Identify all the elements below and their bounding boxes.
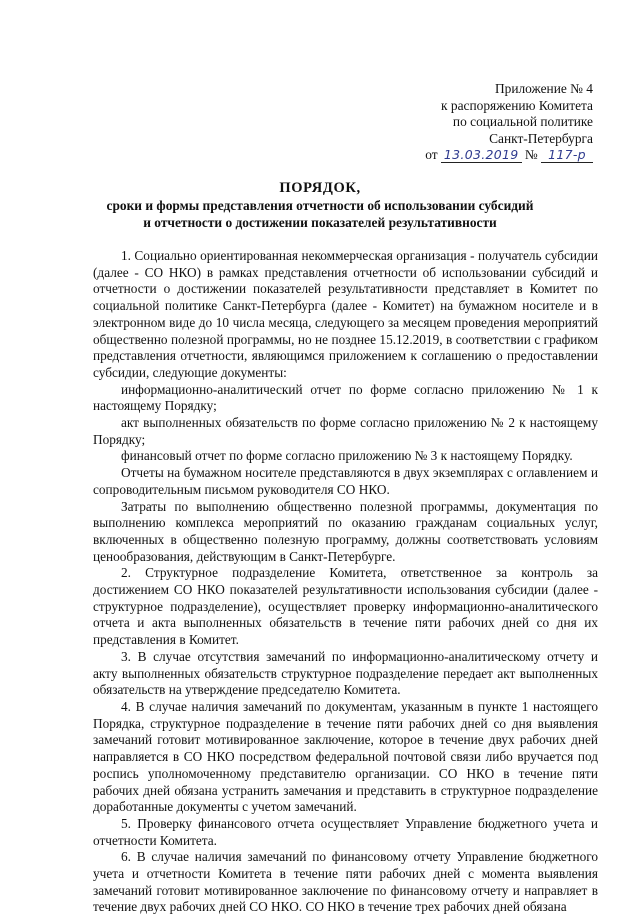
appendix-block xyxy=(333,81,593,164)
paragraph-report-3: финансовый отчет по форме согласно приложению № 3 к настоящему Порядку. xyxy=(121,448,573,464)
paragraph-copies: Отчеты на бумажном носителе представляются в двух экземплярах с оглавлением и сопроводительным письмом руководителя СО НКО. xyxy=(93,465,598,497)
appendix-number: Приложение № 4 xyxy=(494,81,593,96)
document-body xyxy=(93,248,598,916)
paragraph-report-1: информационно-аналитический отчет по форме согласно приложению № 1 к настоящему Порядку; xyxy=(93,381,598,414)
subtitle-line-1: сроки и формы представления отчетности об использовании субсидий xyxy=(106,198,534,213)
from-label: от xyxy=(425,147,438,162)
paragraph-4: 4. В случае наличия замечаний по документам, указанным в пункте 1 настоящего Порядка, структурное подразделение в течение пяти рабочих дней со дня выявления замечаний готовит мотивированное заключение, которое в течение двух рабочих дней направляется в СО НКО посредством федеральной почтовой связи либо вручается под роспись уполномоченному представителю организации. СО НКО в течение пяти рабочих дней обязана устранить замечания и представить в структурное подразделение доработанные документы с учетом замечаний. xyxy=(93,698,598,815)
number-label: № xyxy=(524,147,538,162)
paragraph-3: 3. В случае отсутствия замечаний по информационно-аналитическому отчету и акту выполненных обязательств структурное подразделение передает акт выполненных обязательств на утверждение председателю Комитета. xyxy=(93,648,598,698)
appendix-committee: по социальной политике xyxy=(452,114,593,129)
handwritten-date: 13.03.2019 xyxy=(441,148,522,163)
paragraph-report-2: акт выполненных обязательств по форме согласно приложению № 2 к настоящему Порядку; xyxy=(93,415,598,447)
document-title: ПОРЯДОК, xyxy=(279,180,361,196)
appendix-order-ref: к распоряжению Комитета xyxy=(441,97,593,113)
subtitle-line-2: и отчетности о достижении показателей результативности xyxy=(143,214,497,230)
appendix-date-number xyxy=(333,147,593,164)
paragraph-2: 2. Структурное подразделение Комитета, ответственное за контроль за достижением СО НКО показателей результативности использования субсидии (далее - структурное подразделение), осуществляет проверку информационно-аналитического отчета и акта выполненных обязательств в течение пяти рабочих дней со дня их представления в Комитет. xyxy=(93,565,598,648)
paragraph-1: 1. Социально ориентированная некоммерческая организация - получатель субсидии (далее - СО НКО) в рамках представления отчетности об использовании субсидий и отчетности о достижении показателей результативности представляет в Комитет по социальной политике Санкт-Петербурга (далее - Комитет) на бумажном носителе и в электронном виде до 10 числа месяца, следующего за месяцем проведения мероприятий общественно полезной программы, но не позднее 15.12.2019, в соответствии с графиком представления отчетности, являющимся приложением к соглашению о предоставлении субсидии, следующие документы: xyxy=(93,248,598,380)
paragraph-6: 6. В случае наличия замечаний по финансовому отчету Управление бюджетного учета и отчетности Комитета в течение пяти рабочих дней с момента выявления замечаний готовит мотивированное заключение по финансовому отчету и направляет в течение двух рабочих дней СО НКО. СО НКО в течение трех рабочих дней обязана xyxy=(93,849,598,915)
handwritten-number: 117-р xyxy=(541,148,593,163)
paragraph-costs: Затраты по выполнению общественно полезной программы, документация по выполнению комплекса мероприятий по оказанию гражданам социальных услуг, включенных в общественно полезную программу, должны соответствовать условиям ценообразования, действующим в Санкт-Петербурге. xyxy=(93,498,598,564)
paragraph-5: 5. Проверку финансового отчета осуществляет Управление бюджетного учета и отчетности Комитета. xyxy=(93,815,598,848)
appendix-city: Санкт-Петербурга xyxy=(489,130,593,146)
document-subtitle xyxy=(0,198,640,231)
